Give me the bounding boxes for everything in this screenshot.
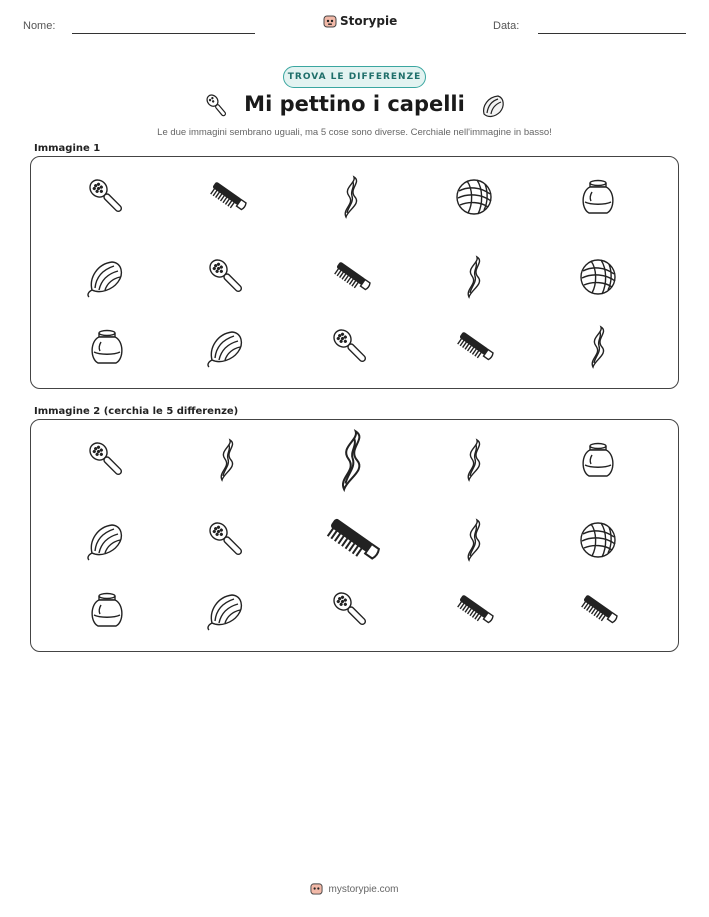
brush-icon[interactable] bbox=[84, 437, 130, 483]
brush-icon bbox=[328, 324, 374, 370]
title-hair-icon bbox=[478, 92, 508, 124]
footer-logo-icon bbox=[310, 880, 323, 899]
brush-icon[interactable] bbox=[204, 517, 250, 563]
hair-tuft-icon bbox=[204, 324, 250, 370]
brush-icon bbox=[84, 174, 130, 220]
comb-icon[interactable] bbox=[575, 587, 621, 633]
hair-lock-icon[interactable] bbox=[451, 437, 497, 483]
name-field[interactable] bbox=[72, 33, 255, 34]
comb-icon[interactable] bbox=[318, 507, 385, 574]
hair-lock-icon bbox=[328, 174, 374, 220]
hair-lock-icon bbox=[451, 254, 497, 300]
jar-icon bbox=[575, 174, 621, 220]
footer bbox=[0, 880, 709, 899]
jar-icon[interactable] bbox=[575, 437, 621, 483]
jar-icon bbox=[84, 324, 130, 370]
footer-site: mystorypie.com bbox=[328, 884, 399, 895]
image1-panel bbox=[30, 156, 679, 389]
image2-label: Immagine 2 (cerchia le 5 differenze) bbox=[34, 406, 239, 417]
brush-icon[interactable] bbox=[328, 587, 374, 633]
image2-panel[interactable] bbox=[30, 419, 679, 652]
comb-icon bbox=[451, 324, 497, 370]
hair-tuft-icon[interactable] bbox=[204, 587, 250, 633]
yarn-ball-icon[interactable] bbox=[575, 517, 621, 563]
image1-label: Immagine 1 bbox=[34, 143, 101, 154]
hair-tuft-icon bbox=[84, 254, 130, 300]
hair-lock-icon[interactable] bbox=[451, 517, 497, 563]
date-label: Data: bbox=[493, 20, 520, 32]
instructions: Le due immagini sembrano uguali, ma 5 cose sono diverse. Cerchiale nell'immagine in basso! bbox=[157, 127, 552, 138]
brand-logo bbox=[323, 14, 397, 28]
activity-badge: TROVA LE DIFFERENZE bbox=[283, 66, 426, 88]
hair-lock-icon[interactable] bbox=[204, 437, 250, 483]
yarn-ball-icon bbox=[575, 254, 621, 300]
yarn-ball-icon bbox=[451, 174, 497, 220]
comb-icon bbox=[328, 254, 374, 300]
hair-lock-icon[interactable] bbox=[318, 427, 385, 494]
comb-icon bbox=[204, 174, 250, 220]
hair-tuft-icon[interactable] bbox=[84, 517, 130, 563]
storypie-logo-icon bbox=[323, 14, 337, 28]
date-field[interactable] bbox=[538, 33, 686, 34]
page-title: Mi pettino i capelli bbox=[244, 92, 465, 116]
jar-icon[interactable] bbox=[84, 587, 130, 633]
name-label: Nome: bbox=[23, 20, 56, 32]
hair-lock-icon bbox=[575, 324, 621, 370]
brush-icon bbox=[204, 254, 250, 300]
brand-name: Storypie bbox=[340, 14, 398, 28]
comb-icon[interactable] bbox=[451, 587, 497, 633]
